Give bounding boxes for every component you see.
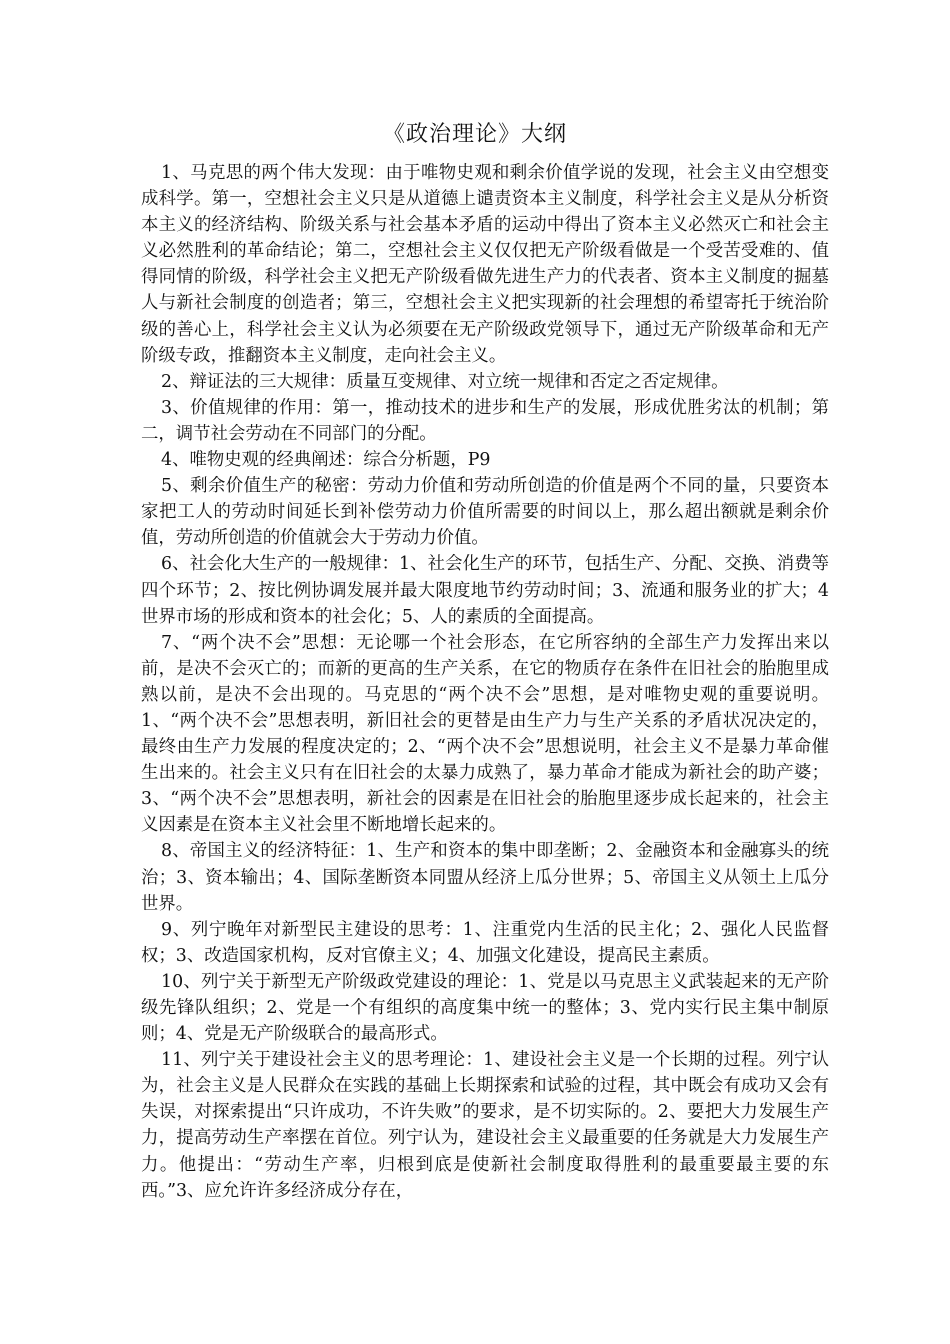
document-body <box>141 160 829 1204</box>
paragraph-2: 2、辩证法的三大规律：质量互变规律、对立统一规律和否定之否定规律。 <box>161 371 729 392</box>
document-title: 《政治理论》大纲 <box>382 122 567 147</box>
paragraph-10: 10、列宁关于新型无产阶级政党建设的理论：1、党是以马克思主义武装起来的无产阶级先锋队组织；2、党是一个有组织的高度集中统一的整体；3、党内实行民主集中制原则；4、党是无产阶级联合的最高形式。 <box>141 971 829 1045</box>
paragraph-3: 3、价值规律的作用：第一，推动技术的进步和生产的发展，形成优胜劣汰的机制；第二，调节社会劳动在不同部门的分配。 <box>141 397 829 444</box>
paragraph-9: 9、列宁晚年对新型民主建设的思考：1、注重党内生活的民主化；2、强化人民监督权；3、改造国家机构，反对官僚主义；4、加强文化建设，提高民主素质。 <box>141 919 829 966</box>
paragraph-8: 8、帝国主义的经济特征：1、生产和资本的集中即垄断；2、金融资本和金融寡头的统治；3、资本输出；4、国际垄断资本同盟从经济上瓜分世界；5、帝国主义从领土上瓜分世界。 <box>141 841 829 914</box>
paragraph-1: 1、马克思的两个伟大发现：由于唯物史观和剩余价值学说的发现，社会主义由空想变成科学。第一，空想社会主义只是从道德上谴责资本主义制度，科学社会主义是从分析资本主义的经济结构、阶级关系与社会基本矛盾的运动中得出了资本主义必然灭亡和社会主义必然胜利的革命结论；第二，空想社会主义仅仅把无产阶级看做是一个受苦受难的、值得同情的阶级，科学社会主义把无产阶级看做先进生产力的代表者、资本主义制度的掘墓人与新社会制度的创造者；第三，空想社会主义把实现新的社会理想的希望寄托于统治阶级的善心上，科学社会主义认为必须要在无产阶级政党领导下，通过无产阶级革命和无产阶级专政，推翻资本主义制度，走向社会主义。 <box>141 163 829 366</box>
paragraph-7: 7、“两个决不会”思想：无论哪一个社会形态，在它所容纳的全部生产力发挥出来以前，是决不会灭亡的；而新的更高的生产关系，在它的物质存在条件在旧社会的胎胞里成熟以前，是决不会出现的。马克思的“两个决不会”思想，是对唯物史观的重要说明。1、“两个决不会”思想表明，新旧社会的更替是由生产力与生产关系的矛盾状况决定的，最终由生产力发展的程度决定的；2、“两个决不会”思想说明，社会主义不是暴力革命催生出来的。社会主义只有在旧社会的太暴力成熟了，暴力革命才能成为新社会的助产婆；3、“两个决不会”思想表明，新社会的因素是在旧社会的胎胞里逐步成长起来的，社会主义因素是在资本主义社会里不断地增长起来的。 <box>141 632 829 836</box>
paragraph-11: 11、列宁关于建设社会主义的思考理论：1、建设社会主义是一个长期的过程。列宁认为，社会主义是人民群众在实践的基础上长期探索和试验的过程，其中既会有成功又会有失误，对探索提出“只许成功，不许失败”的要求，是不切实际的。2、要把大力发展生产力，提高劳动生产率摆在首位。列宁认为，建设社会主义最重要的任务就是大力发展生产力。他提出：“劳动生产率，归根到底是使新社会制度取得胜利的最重要最主要的东西。”3、应允许许多经济成分存在， <box>141 1050 829 1201</box>
paragraph-6: 6、社会化大生产的一般规律：1、社会化生产的环节，包括生产、分配、交换、消费等四个环节；2、按比例协调发展并最大限度地节约劳动时间；3、流通和服务业的扩大；4世界市场的形成和资本的社会化；5、人的素质的全面提高。 <box>141 554 829 627</box>
paragraph-4: 4、唯物史观的经典阐述：综合分析题，P9 <box>161 450 491 471</box>
paragraph-5: 5、剩余价值生产的秘密：劳动力价值和劳动所创造的价值是两个不同的量，只要资本家把工人的劳动时间延长到补偿劳动力价值所需要的时间以上，那么超出额就是剩余价值，劳动所创造的价值就会大于劳动力价值。 <box>141 476 829 549</box>
